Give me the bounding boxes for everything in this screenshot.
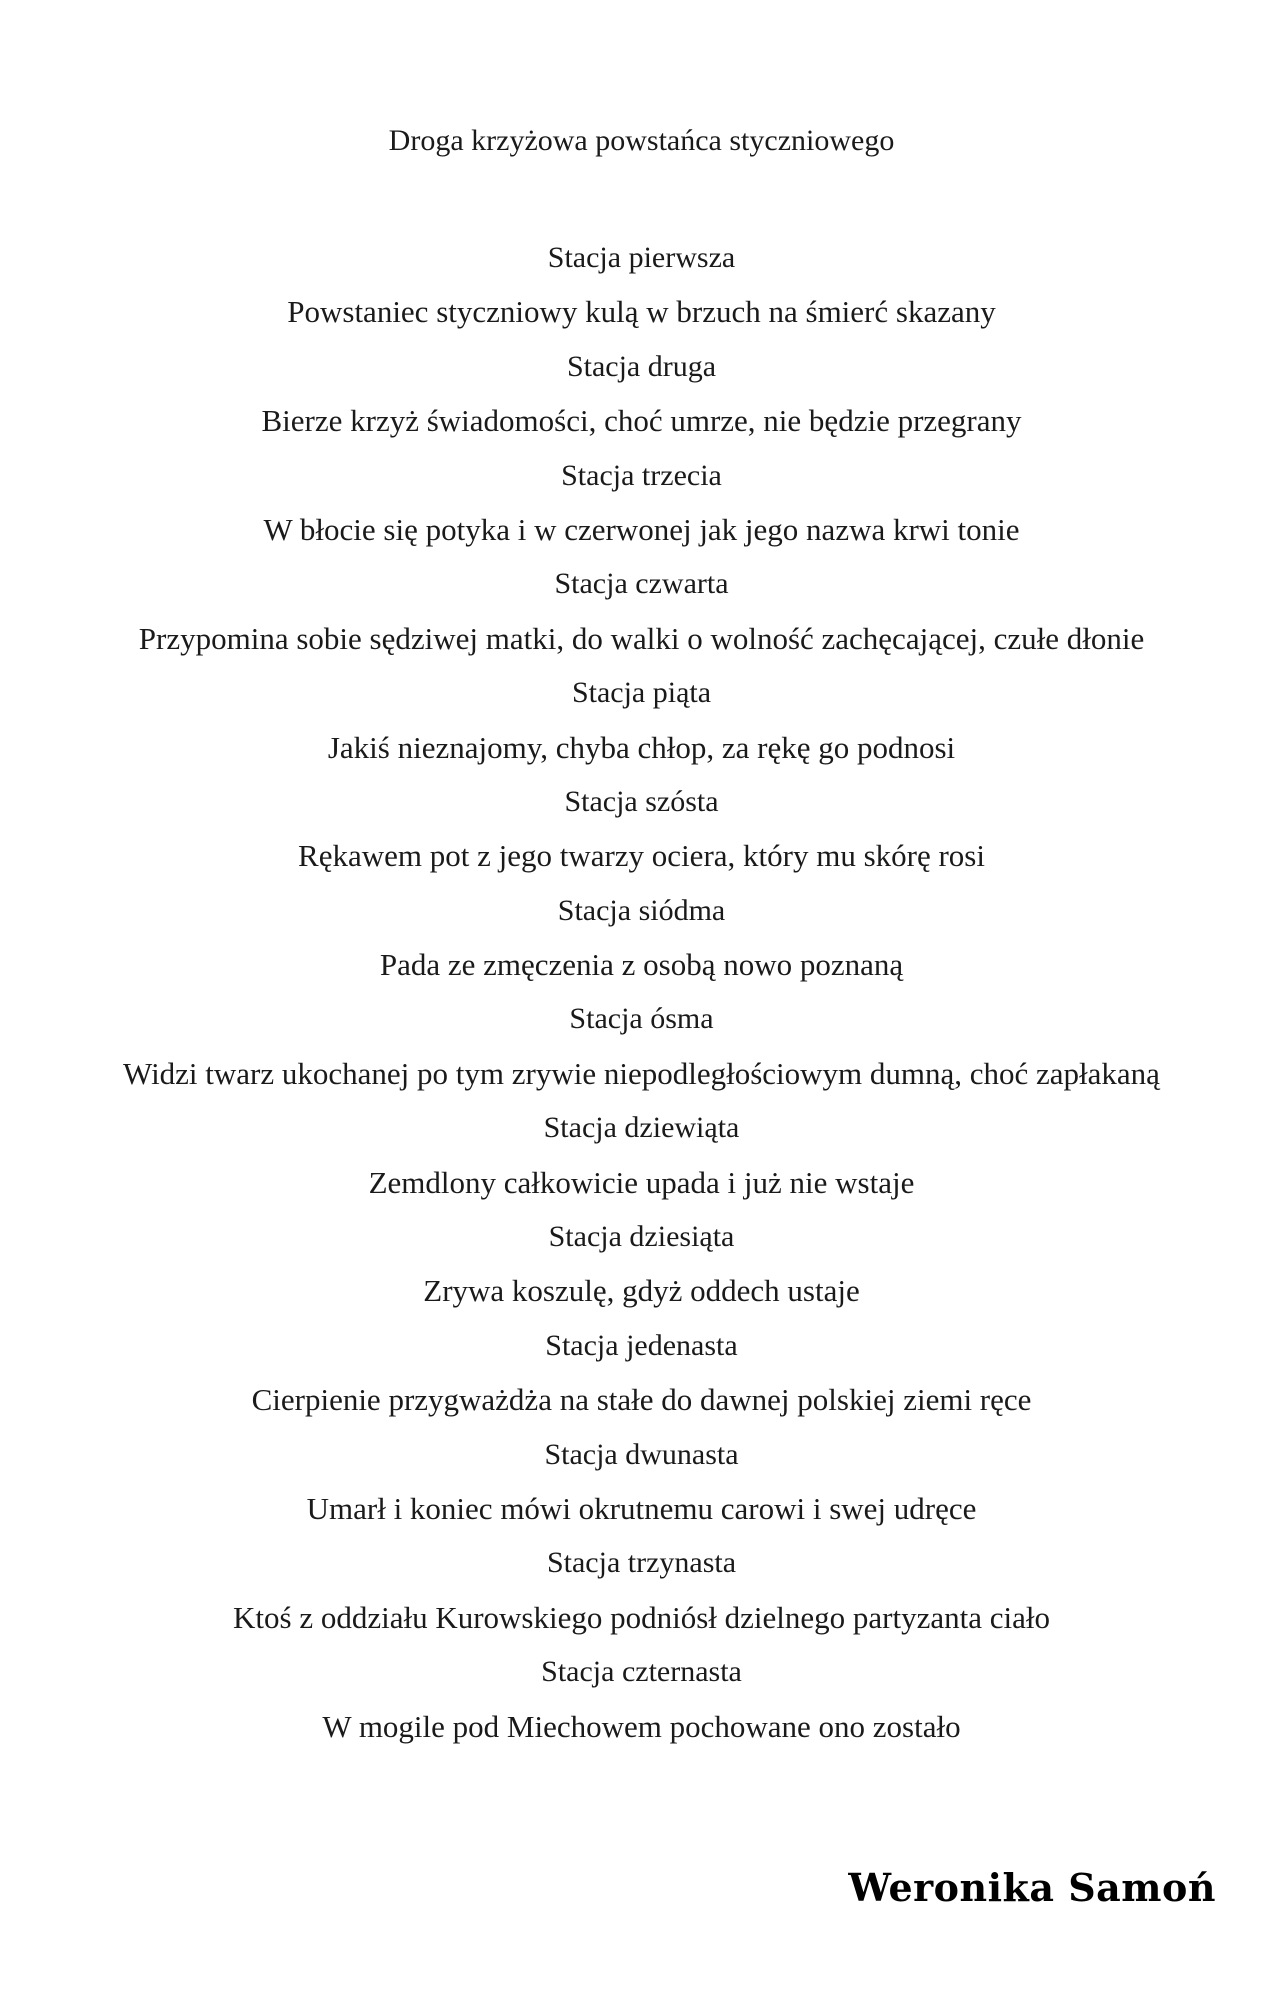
station-heading: Stacja jedenasta (545, 1328, 738, 1362)
station-text: Umarł i koniec mówi okrutnemu carowi i swej udręce (306, 1490, 977, 1526)
station-heading: Stacja pierwsza (547, 241, 736, 274)
station-heading: Stacja czternasta (541, 1655, 742, 1689)
station-text: Widzi twarz ukochanej po tym zrywie niepodległościowym dumną, choć zapłakaną (123, 1055, 1160, 1091)
station-heading: Stacja szósta (564, 784, 719, 818)
station-text: Jakiś nieznajomy, chyba chłop, za rękę go podnosi (327, 729, 956, 765)
author-signature: Weronika Samoń (848, 1865, 1216, 1910)
station-text: W mogile pod Miechowem pochowane ono zostało (322, 1708, 961, 1744)
station-text: Zemdlony całkowicie upada i już nie wstaje (368, 1164, 915, 1200)
station-text: Cierpienie przygważdża na stałe do dawnej polskiej ziemi ręce (251, 1382, 1032, 1418)
station-heading: Stacja trzecia (561, 458, 722, 492)
station-heading: Stacja ósma (569, 1002, 714, 1036)
station-text: Przypomina sobie sędziwej matki, do walki o wolność zachęcającej, czułe dłonie (138, 620, 1145, 656)
station-heading: Stacja dwunasta (544, 1437, 739, 1471)
station-text: Pada ze zmęczenia z osobą nowo poznaną (379, 947, 904, 983)
document-title: Droga krzyżowa powstańca styczniowego (388, 124, 895, 157)
station-text: Powstaniec styczniowy kulą w brzuch na śmierć skazany (287, 294, 996, 330)
stations-list (0, 231, 1273, 1754)
station-heading: Stacja siódma (557, 893, 726, 927)
station-text: Bierze krzyż świadomości, choć umrze, nie będzie przegrany (261, 403, 1022, 439)
station-heading: Stacja piąta (571, 676, 712, 710)
station-text: Ktoś z oddziału Kurowskiego podniósł dzielnego partyzanta ciało (233, 1599, 1050, 1635)
station-heading: Stacja dziesiąta (548, 1220, 735, 1254)
station-heading: Stacja czwarta (554, 567, 729, 601)
station-heading: Stacja trzynasta (546, 1546, 737, 1580)
station-text: W błocie się potyka i w czerwonej jak jego nazwa krwi tonie (263, 511, 1020, 547)
station-text: Rękawem pot z jego twarzy ociera, który mu skórę rosi (298, 838, 985, 874)
station-text: Zrywa koszulę, gdyż oddech ustaje (423, 1273, 860, 1309)
station-heading: Stacja druga (566, 349, 717, 383)
station-heading: Stacja dziewiąta (543, 1111, 740, 1145)
